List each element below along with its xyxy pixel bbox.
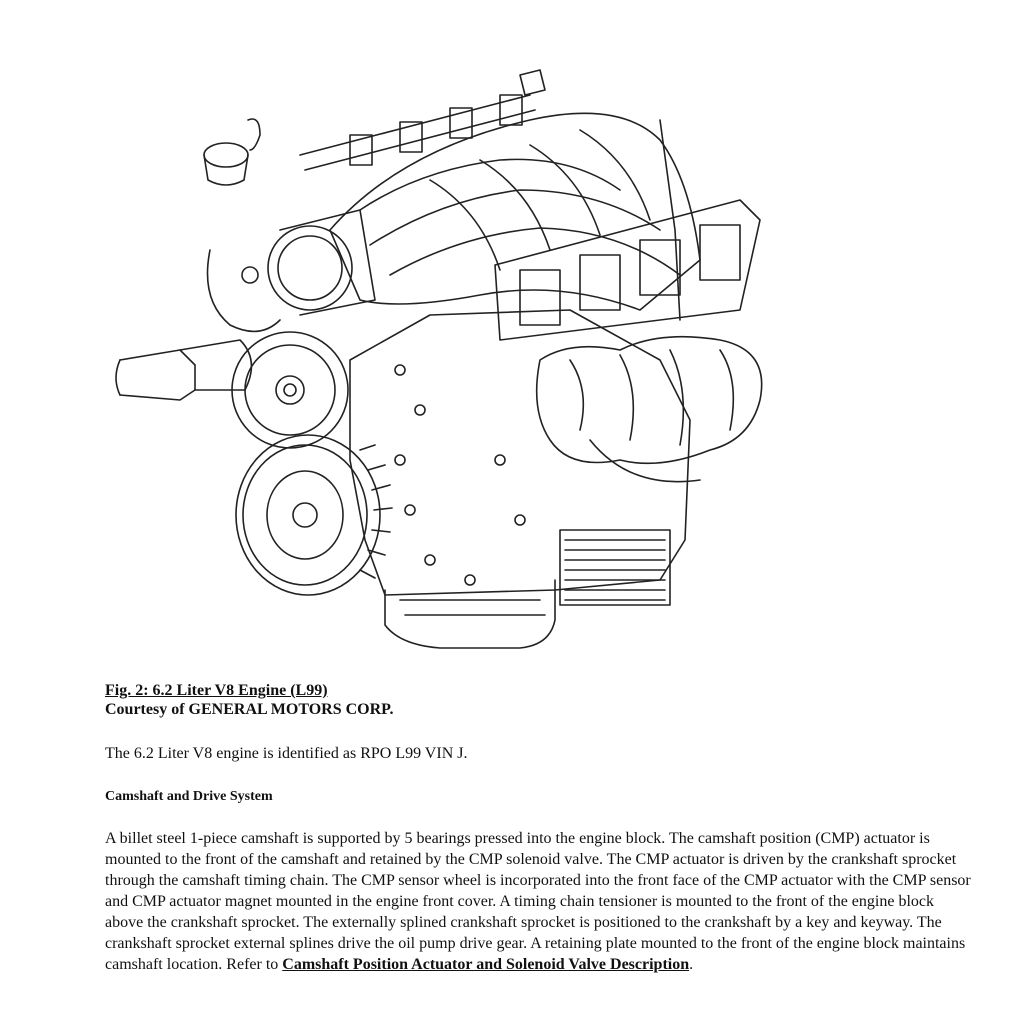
section-body — [105, 828, 975, 975]
exhaust-manifold — [537, 337, 762, 482]
figure-credit: Courtesy of GENERAL MOTORS CORP. — [105, 701, 394, 718]
trailing-period: . — [689, 956, 694, 973]
body-paragraph: A billet steel 1-piece camshaft is supported by 5 bearings pressed into the engine block. The camshaft position (CMP) actuator is mounted to the front of the camshaft and retained by the CMP solenoid valve. The CMP actuator is driven by the crankshaft sprocket through the camshaft timing chain. The CMP sensor wheel is incorporated into the front face of the CMP actuator with the CMP sensor and CMP actuator magnet mounted in the engine front cover. A timing chain tensioner is mounted to the front of the engine block above the crankshaft sprocket. The externally splined crankshaft sprocket is positioned to the crankshaft by a key and keyway. The crankshaft sprocket external splines drive the oil pump drive gear. A retaining plate mounted to the front of the engine block maintains camshaft location. Refer to — [105, 830, 971, 973]
engine-block — [350, 310, 690, 595]
intake-manifold — [330, 113, 700, 310]
crankshaft-balancer — [236, 435, 392, 595]
oil-filler-cap — [204, 119, 260, 185]
camshaft-actuator-link[interactable]: Camshaft Position Actuator and Solenoid Valve Description — [282, 956, 690, 973]
intro-paragraph: The 6.2 Liter V8 engine is identified as RPO L99 VIN J. — [105, 745, 468, 762]
front-cover-bolts — [395, 365, 525, 585]
water-pump-pulley — [232, 332, 348, 448]
water-outlet — [116, 340, 251, 400]
figure-title: Fig. 2: 6.2 Liter V8 Engine (L99) — [105, 682, 328, 699]
coil-packs — [495, 200, 760, 340]
fuel-rail — [300, 70, 545, 170]
oil-cooler — [560, 530, 670, 605]
figure-caption — [105, 681, 393, 719]
section-heading: Camshaft and Drive System — [105, 789, 273, 804]
engine-illustration — [100, 60, 780, 670]
